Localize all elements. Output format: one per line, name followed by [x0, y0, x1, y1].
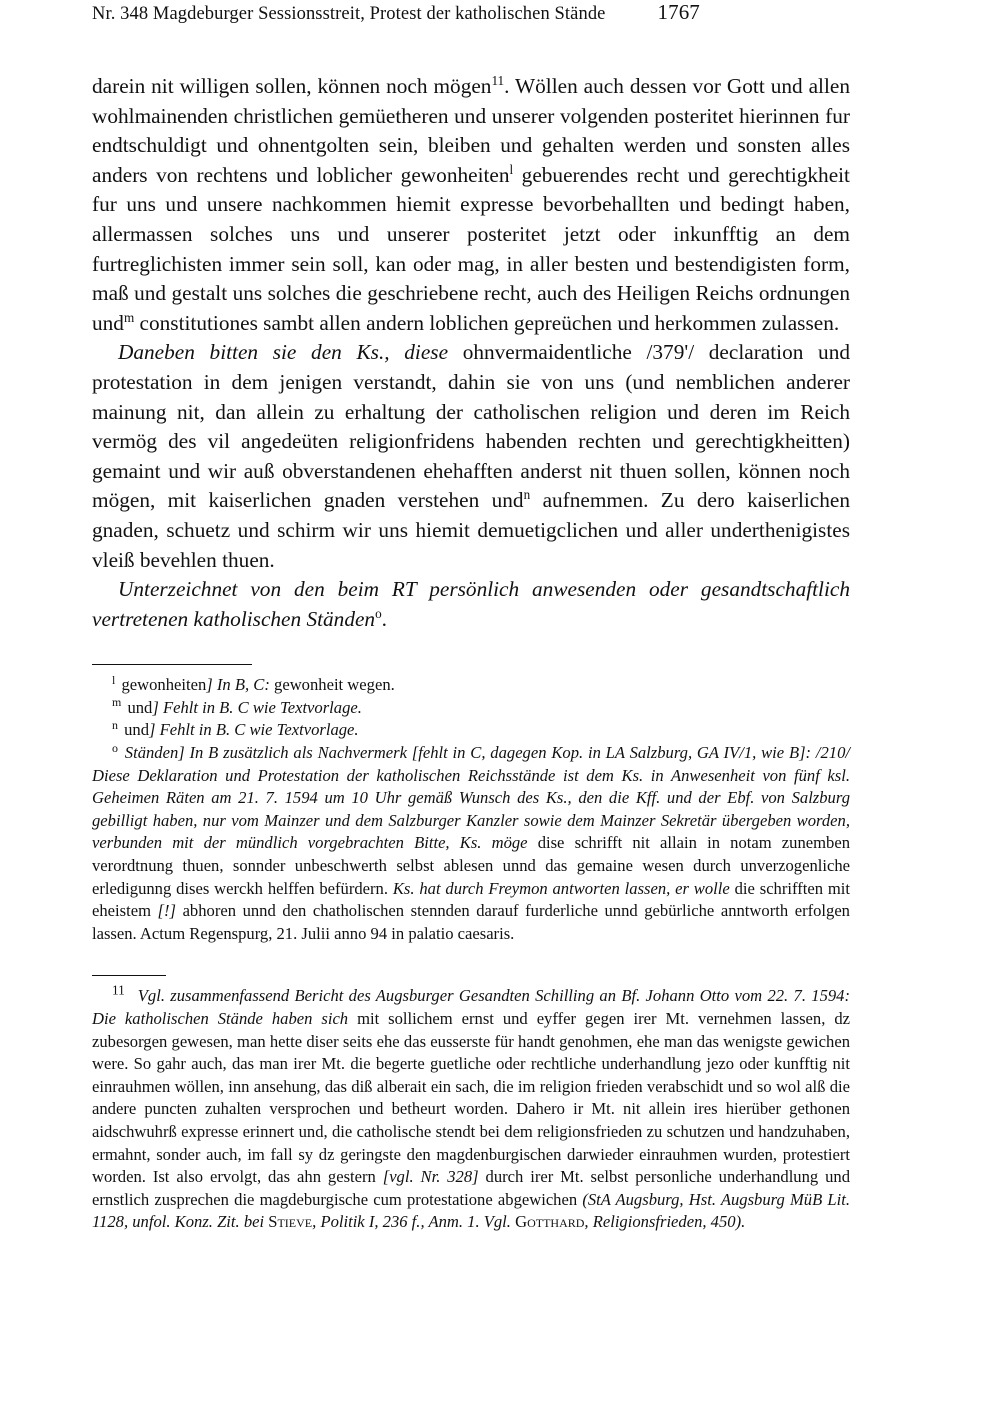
italic-text: ] Fehlt in B. C wie Textvorlage. [149, 720, 359, 740]
footnote-marker: n [112, 717, 118, 732]
note-reference: m [123, 309, 135, 325]
apparatus-separator-wrap [92, 664, 850, 665]
running-head-title: Nr. 348 Magdeburger Sessionsstreit, Protest der katholischen Stände [92, 4, 606, 24]
numbered-separator-wrap [92, 975, 850, 976]
roman-text: constitutiones sambt allen andern loblichen gepreüchen und herkommen zulassen. [134, 310, 840, 335]
body-paragraph-1 [92, 72, 850, 338]
italic-text: ] Fehlt in B. C wie Textvorlage. [152, 697, 362, 717]
italic-text: [vgl. Nr. 328] [382, 1167, 479, 1187]
roman-text: und [127, 697, 153, 717]
note-reference: 11 [491, 72, 505, 88]
apparatus-footnotes [92, 674, 850, 945]
roman-text: ohnvermaidentliche /379'/ declaration und protestation in dem jenigen verstandt, dahin sie von uns (und nemblichen anderer mainung nit, dan allein zu erhaltung der catholischen religion und deren im Reich vermög des vil angedeüten religionfridens habenden rechten und gerechtigkheitten) gemaint und wir auß obverstandenen ehehafften anderst nit thuen sollen, können noch mögen, mit kaiserlichen gnaden verstehen und [92, 340, 850, 513]
italic-text: Daneben bitten sie den Ks., diese [118, 340, 449, 365]
roman-text: gewonheiten [121, 675, 207, 695]
body-paragraph-3 [92, 575, 850, 634]
italic-text: Unterzeichnet von den beim RT persönlich anwesenden oder gesandtschaftlich vertretenen katholischen Ständen [92, 577, 850, 631]
note-reference: n [523, 487, 531, 503]
italic-text: Ständen] In B zusätzlich als Nachvermerk [fehlt in C, dagegen Kop. in LA Salzburg, GA IV/1, wie B]: /210/ Diese Deklaration und Protestation der katholischen Reichsstände ist dem Ks. in Anwesenheit von fünf ksl. Geheimen Räten am 21. 7. 1594 um 10 Uhr gemäß Wunsch des Ks., den die Kff. und der Ebf. von Salzburg gebilligt haben, nur vom Mainzer und dem Salzburger Kanzler sowie dem Mainzer Sekretär übergeben worden, verbunden mit der mündlich vorgebrachten Bitte, Ks. möge [92, 743, 850, 853]
apparatus-footnote-o [92, 742, 850, 945]
apparatus-footnote-m [92, 697, 850, 720]
apparatus-footnote-n [92, 719, 850, 742]
body-paragraph-2 [92, 338, 850, 575]
roman-text: gebuerendes recht und gerechtigkheit fur uns und unsere nachkommen hiemit expresse bevorbehallten und bedingt haben, allermassen solches uns und unserer posteritet jetzt oder inkunfftig an dem furtreglichisten immer sein soll, kan oder mag, in aller besten und bestendigisten form, maß und gestalt uns solches die geschriebene recht, auch des Heiligen Reichs ordnungen und [92, 162, 850, 335]
note-reference: o [375, 605, 382, 621]
roman-text: dise schrifft nit allain in notam zunemben verordtnung thuen, sonnder unbeschwerth selbst ablesen unnd das gemaine wesen durch unverzogenliche erledigunng dises werckh helffen befürdern. [92, 833, 850, 898]
apparatus-separator-rule [92, 664, 252, 665]
apparatus-footnote-l [92, 674, 850, 697]
running-head [0, 0, 1004, 25]
roman-text: gewonheit wegen. [269, 675, 395, 695]
roman-text: . Wöllen auch dessen vor Gott und allen wohlmainenden christlichen gemüetheren und unserer volgenden posteritet hierinnen fur endtschuldigt und ohnentgolten sein, bleiben und gehalten werden und sonsten alles anders von rechtens und loblicher gewonheiten [92, 74, 850, 187]
roman-text: und [124, 720, 150, 740]
italic-text: , Religionsfrieden, 450). [584, 1212, 746, 1232]
roman-text: durch irer Mt. selbst personliche underhandlung und ernstlich zusprechen die magdeburgische cum protestatione abgewichen [92, 1167, 850, 1209]
roman-text: mit sollichem ernst und eyffer gegen irer Mt. vernehmen lassen, dz zubesorgen gewesen, man hette diser seits ehe das eusserste für handt genohmen, ehe man das wenigste gewichen were. So gahr auch, das man irer Mt. die begerte guetliche oder rechtliche underhandlung jezo oder kunfftig nit einrauhmen wöllen, inn ansehung, das diß alberait ein sach, die im religion frieden verabschidt und so wol alß die andere puncten zuhalten versprochen und betheurt worden. Dahero ir Mt. nit allein ires hierüber gethonen aidschwuhrß expresse erinnert und, die catholische stendt bei dem religionsfrieden zu schutzen und handzuhaben, ermahnt, sonder auch, im fall sy dz geringste den magdenburgischen darwieder einrauhmen wurden, protestiert worden. Ist also ervolgt, das ahn gestern [92, 1009, 850, 1187]
roman-text: . [381, 606, 387, 631]
italic-text: Vgl. zusammenfassend Bericht des Augsburger Gesandten Schilling an Bf. Johann Otto vom 22. 7. 1594: Die katholischen Stände haben sich [92, 986, 850, 1028]
small-caps-name: Stieve [268, 1212, 313, 1232]
footnote-marker: l [112, 672, 116, 687]
numbered-separator-rule [92, 975, 166, 976]
roman-text: die schrifften mit eheistem [92, 878, 850, 921]
italic-text: Ks. hat durch Freymon antworten lassen, er wolle [392, 878, 730, 898]
page-content [92, 72, 850, 1234]
small-caps-name: Gotthard [515, 1212, 585, 1232]
numbered-footnote-11 [92, 982, 851, 1234]
italic-text: (StA Augsburg, Hst. Augsburg MüB Lit. 1128, unfol. Konz. Zit. bei [92, 1189, 851, 1232]
roman-text: abhoren unnd den chatholischen stennden darauf furderliche unnd gebürliche anntworth erfolgen lassen. Actum Regenspurg, 21. Julii anno 94 in palatio caesaris. [92, 901, 850, 943]
footnote-marker: o [112, 740, 118, 755]
roman-text: darein nit willigen sollen, können noch mögen [92, 74, 492, 98]
page-number: 1767 [657, 0, 700, 24]
footnote-marker: 11 [112, 982, 125, 998]
numbered-footnotes [92, 982, 851, 1234]
italic-text: ] In B, C: [206, 675, 270, 695]
roman-text: aufnemmen. Zu dero kaiserlichen gnaden, schuetz und schirm wir uns hiemit demuetigclichen und aller underthenigistes vleiß bevehlen thuen. [92, 488, 850, 572]
note-reference: l [509, 161, 514, 177]
italic-text: [!] [157, 901, 176, 921]
italic-text: , Politik I, 236 f., Anm. 1. Vgl. [312, 1212, 516, 1232]
footnote-marker: m [112, 695, 122, 710]
